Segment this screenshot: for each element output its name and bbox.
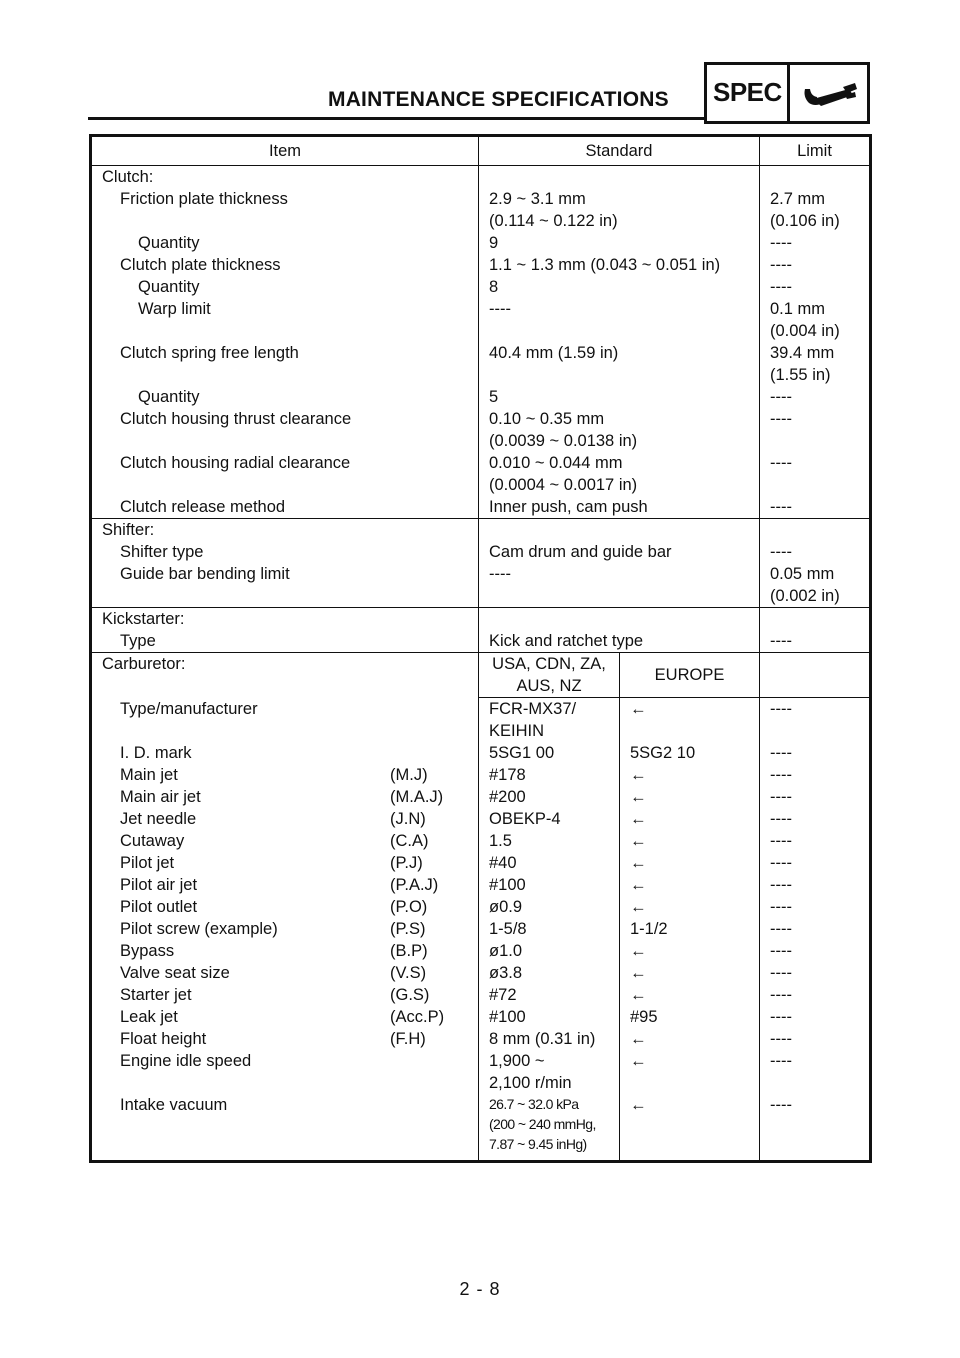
item-code: (P.O) — [390, 898, 428, 916]
limit-cell-line: ---- — [770, 454, 792, 472]
standard-b-cell: 1-1/2 — [620, 918, 760, 940]
item-name: Pilot air jet — [120, 876, 198, 894]
limit-cell — [760, 452, 871, 496]
limit-cell-line: ---- — [770, 410, 792, 428]
standard-a-cell — [479, 786, 620, 808]
table-row — [91, 188, 871, 232]
limit-cell-line: (0.106 in) — [770, 212, 840, 230]
item-cell: Quantity — [91, 232, 479, 254]
item-cell — [91, 984, 479, 1006]
standard-b-cell: ← — [620, 786, 760, 808]
limit-cell: ---- — [770, 898, 792, 916]
limit-cell-line: ---- — [770, 543, 792, 561]
item-name: Float height — [120, 1030, 207, 1048]
section-heading-row — [91, 519, 871, 542]
item-code: (M.J) — [390, 766, 428, 784]
limit-cell: ---- — [770, 986, 792, 1004]
empty-cell — [479, 519, 760, 542]
standard-a-cell-line: #72 — [489, 986, 517, 1004]
section-heading-row — [91, 166, 871, 189]
standard-cell — [479, 630, 760, 653]
standard-a-cell-line: 8 mm (0.31 in) — [489, 1030, 596, 1048]
standard-cell-line: 1.1 ~ 1.3 mm (0.043 ~ 0.051 in) — [489, 256, 721, 274]
item-name: Main jet — [120, 766, 178, 784]
section-heading-row — [91, 653, 871, 698]
standard-b-cell: ← — [620, 1028, 760, 1050]
item-name: Type/manufacturer — [120, 699, 258, 718]
standard-a-cell-line: 7.87 ~ 9.45 inHg) — [489, 1136, 587, 1152]
item-name: Engine idle speed — [120, 1052, 252, 1070]
limit-cell-line: ---- — [770, 234, 792, 252]
item-cell — [91, 852, 479, 874]
limit-cell — [760, 188, 871, 232]
table-row — [91, 984, 871, 1006]
item-cell: Clutch release method — [91, 496, 479, 519]
limit-cell-line: ---- — [770, 256, 792, 274]
limit-cell — [760, 541, 871, 563]
standard-cell-line: (0.114 ~ 0.122 in) — [489, 212, 618, 230]
standard-b-cell: ← — [620, 896, 760, 918]
wrench-icon — [799, 75, 859, 115]
standard-a-cell — [479, 940, 620, 962]
item-cell — [91, 1006, 479, 1028]
standard-cell — [479, 188, 760, 232]
standard-cell-line: 0.10 ~ 0.35 mm — [489, 410, 605, 428]
item-name: Pilot jet — [120, 854, 175, 872]
limit-cell: ---- — [770, 766, 792, 784]
standard-cell — [479, 254, 760, 276]
spec-badge-label: SPEC — [713, 77, 782, 107]
table-row — [91, 1006, 871, 1028]
column-header-limit: Limit — [760, 136, 871, 166]
standard-b-cell: ← — [620, 764, 760, 786]
standard-a-cell-line: #40 — [489, 854, 517, 872]
table-row — [91, 452, 871, 496]
standard-b-cell: ← — [620, 940, 760, 962]
column-header-item: Item — [91, 136, 479, 166]
standard-cell — [479, 408, 760, 452]
column-header-standard: Standard — [479, 136, 760, 166]
standard-a-cell-line: FCR-MX37/ — [489, 700, 577, 718]
limit-cell: ---- — [770, 1030, 792, 1048]
item-cell — [91, 1094, 479, 1162]
standard-cell-line: Cam drum and guide bar — [489, 543, 672, 561]
standard-a-cell — [479, 1094, 620, 1162]
empty-cell — [760, 519, 871, 542]
limit-cell-line: 39.4 mm — [770, 344, 835, 362]
standard-a-cell — [479, 1006, 620, 1028]
item-cell: Friction plate thickness — [91, 188, 479, 232]
standard-a-cell — [479, 830, 620, 852]
item-cell: Guide bar bending limit — [91, 563, 479, 608]
limit-cell — [760, 386, 871, 408]
limit-cell — [760, 408, 871, 452]
limit-cell — [760, 276, 871, 298]
table-row — [91, 298, 871, 342]
item-code: (P.A.J) — [390, 876, 439, 894]
table-row — [91, 742, 871, 764]
table-header-row — [91, 136, 871, 166]
limit-cell-line: 2.7 mm — [770, 190, 826, 208]
standard-b-cell: 5SG2 10 — [620, 742, 760, 764]
spec-badge-divider — [787, 65, 790, 121]
table-row — [91, 386, 871, 408]
standard-cell-line: 40.4 mm (1.59 in) — [489, 344, 619, 362]
standard-cell-line: (0.0004 ~ 0.0017 in) — [489, 476, 638, 494]
table-row — [91, 764, 871, 786]
standard-a-cell-line: 2,100 r/min — [489, 1074, 572, 1092]
item-code: (G.S) — [390, 986, 430, 1004]
limit-cell: ---- — [770, 854, 792, 872]
limit-cell — [760, 298, 871, 342]
limit-cell: ---- — [770, 744, 792, 762]
standard-cell-line: 9 — [489, 234, 499, 252]
item-code: (J.N) — [390, 810, 426, 828]
item-code: (P.S) — [390, 920, 426, 938]
section-heading: Clutch: — [91, 166, 479, 189]
item-code: (Acc.P) — [390, 1008, 445, 1026]
standard-cell — [479, 276, 760, 298]
standard-a-cell — [479, 764, 620, 786]
limit-cell: ---- — [770, 1052, 792, 1070]
limit-cell: ---- — [770, 920, 792, 938]
item-cell — [91, 808, 479, 830]
standard-a-cell — [479, 808, 620, 830]
item-cell — [91, 940, 479, 962]
standard-a-cell-line: ø1.0 — [489, 942, 523, 960]
limit-cell-line: ---- — [770, 388, 792, 406]
standard-a-cell — [479, 984, 620, 1006]
item-cell: Clutch housing radial clearance — [91, 452, 479, 496]
table-row — [91, 496, 871, 519]
standard-a-cell-line: #100 — [489, 876, 526, 894]
standard-b-cell: ← — [620, 1050, 760, 1094]
section-heading: Shifter: — [91, 519, 479, 542]
item-cell: Clutch spring free length — [91, 342, 479, 386]
standard-a-cell-line: 1-5/8 — [489, 920, 527, 938]
item-name: Starter jet — [120, 986, 192, 1004]
standard-a-cell-line: 1.5 — [489, 832, 512, 850]
item-cell — [91, 698, 479, 743]
item-name: Main air jet — [120, 788, 201, 806]
region-header-a-line: USA, CDN, ZA, — [492, 655, 606, 673]
limit-cell: ---- — [770, 1008, 792, 1026]
limit-cell-line: ---- — [770, 632, 792, 650]
standard-a-cell — [479, 698, 620, 743]
table-row — [91, 1050, 871, 1094]
standard-a-cell — [479, 896, 620, 918]
standard-cell-line: Inner push, cam push — [489, 498, 648, 516]
item-code: (V.S) — [390, 964, 427, 982]
item-code: (B.P) — [390, 942, 428, 960]
table-row — [91, 830, 871, 852]
limit-cell-line: ---- — [770, 498, 792, 516]
limit-cell-line: (0.002 in) — [770, 587, 840, 605]
standard-cell — [479, 232, 760, 254]
table-row — [91, 808, 871, 830]
limit-cell-line: 0.1 mm — [770, 300, 826, 318]
item-code: (M.A.J) — [390, 788, 444, 806]
item-name: Valve seat size — [120, 964, 230, 982]
standard-b-cell: ← — [620, 984, 760, 1006]
limit-cell-line: (0.004 in) — [770, 322, 840, 340]
spec-badge — [704, 62, 870, 124]
empty-cell — [760, 653, 871, 698]
table-row — [91, 342, 871, 386]
standard-b-cell: ← — [620, 874, 760, 896]
table-row — [91, 408, 871, 452]
item-name: Pilot screw (example) — [120, 920, 278, 938]
empty-cell — [479, 608, 760, 631]
item-cell — [91, 786, 479, 808]
item-code: (P.J) — [390, 854, 423, 872]
item-cell — [91, 830, 479, 852]
limit-cell — [760, 630, 871, 653]
standard-a-cell-line: ø0.9 — [489, 898, 523, 916]
page-title: MAINTENANCE SPECIFICATIONS — [328, 88, 669, 111]
limit-cell — [760, 254, 871, 276]
table-row — [91, 630, 871, 653]
limit-cell: ---- — [770, 876, 792, 894]
empty-cell — [760, 608, 871, 631]
item-cell: Type — [91, 630, 479, 653]
item-code: (F.H) — [390, 1030, 426, 1048]
item-cell — [91, 1028, 479, 1050]
standard-cell-line: ---- — [489, 565, 511, 583]
item-cell — [91, 742, 479, 764]
limit-cell: ---- — [770, 964, 792, 982]
item-cell — [91, 764, 479, 786]
section-heading-row — [91, 608, 871, 631]
item-cell: Quantity — [91, 386, 479, 408]
empty-cell — [760, 166, 871, 189]
limit-cell: ---- — [770, 832, 792, 850]
standard-cell-line: 5 — [489, 388, 499, 406]
standard-a-cell — [479, 874, 620, 896]
standard-b-cell: ← — [620, 852, 760, 874]
page-number: 2 - 8 — [459, 1279, 501, 1299]
item-cell — [91, 896, 479, 918]
item-cell — [91, 962, 479, 984]
standard-a-cell-line: #200 — [489, 788, 526, 806]
standard-cell — [479, 298, 760, 342]
standard-a-cell-line: 1,900 ~ — [489, 1052, 545, 1070]
item-cell: Shifter type — [91, 541, 479, 563]
standard-cell-line: Kick and ratchet type — [489, 632, 644, 650]
item-name: I. D. mark — [120, 744, 192, 762]
standard-cell — [479, 386, 760, 408]
standard-b-cell: #95 — [620, 1006, 760, 1028]
standard-a-cell-line: OBEKP-4 — [489, 810, 561, 828]
standard-cell — [479, 452, 760, 496]
limit-cell — [760, 232, 871, 254]
item-name: Pilot outlet — [120, 898, 198, 916]
item-name: Cutaway — [120, 832, 185, 850]
standard-a-cell-line: #178 — [489, 766, 526, 784]
standard-cell-line: (0.0039 ~ 0.0138 in) — [489, 432, 638, 450]
table-row — [91, 852, 871, 874]
limit-cell: ---- — [770, 700, 792, 718]
item-name: Jet needle — [120, 810, 197, 828]
item-cell — [91, 874, 479, 896]
item-name: Leak jet — [120, 1008, 178, 1026]
standard-a-cell-line: 26.7 ~ 32.0 kPa — [489, 1096, 579, 1112]
table-row — [91, 786, 871, 808]
standard-a-cell-line: ø3.8 — [489, 964, 523, 982]
standard-b-cell: ← — [620, 808, 760, 830]
limit-cell: ---- — [770, 788, 792, 806]
standard-a-cell-line: 5SG1 00 — [489, 744, 555, 762]
standard-a-cell-line: #100 — [489, 1008, 526, 1026]
header-rule — [88, 117, 704, 120]
table-row — [91, 874, 871, 896]
table-row — [91, 1094, 871, 1162]
table-row — [91, 276, 871, 298]
standard-a-cell — [479, 1028, 620, 1050]
item-cell: Clutch plate thickness — [91, 254, 479, 276]
item-cell — [91, 1050, 479, 1094]
limit-cell: ---- — [770, 810, 792, 828]
empty-cell — [479, 166, 760, 189]
standard-cell — [479, 541, 760, 563]
limit-cell: ---- — [770, 942, 792, 960]
limit-cell — [760, 496, 871, 519]
page-header — [88, 58, 870, 124]
item-cell: Clutch housing thrust clearance — [91, 408, 479, 452]
standard-a-cell-line: (200 ~ 240 mmHg, — [489, 1116, 596, 1132]
region-header-a — [479, 653, 620, 698]
table-row — [91, 232, 871, 254]
item-cell — [91, 918, 479, 940]
standard-cell — [479, 496, 760, 519]
section-heading: Kickstarter: — [91, 608, 479, 631]
item-name: Bypass — [120, 942, 175, 960]
standard-b-cell: ← — [620, 830, 760, 852]
standard-a-cell — [479, 1050, 620, 1094]
limit-cell — [760, 342, 871, 386]
table-row — [91, 1028, 871, 1050]
standard-cell — [479, 342, 760, 386]
table-row — [91, 698, 871, 743]
standard-b-cell: ← — [620, 962, 760, 984]
limit-cell: ---- — [770, 1096, 792, 1114]
table-row — [91, 918, 871, 940]
specifications-table — [89, 134, 872, 1163]
limit-cell — [760, 563, 871, 608]
standard-a-cell — [479, 852, 620, 874]
item-cell: Warp limit — [91, 298, 479, 342]
standard-a-cell — [479, 742, 620, 764]
standard-a-cell — [479, 962, 620, 984]
item-code: (C.A) — [390, 832, 429, 850]
item-name: Intake vacuum — [120, 1096, 228, 1114]
standard-cell-line: 0.010 ~ 0.044 mm — [489, 454, 623, 472]
standard-cell-line: 8 — [489, 278, 499, 296]
table-row — [91, 962, 871, 984]
standard-b-cell: ← — [620, 1094, 760, 1162]
table-row — [91, 563, 871, 608]
table-row — [91, 940, 871, 962]
limit-cell-line: 0.05 mm — [770, 565, 835, 583]
standard-cell — [479, 563, 760, 608]
section-heading: Carburetor: — [91, 653, 479, 698]
standard-a-cell-line: KEIHIN — [489, 722, 545, 740]
standard-a-cell — [479, 918, 620, 940]
limit-cell-line: (1.55 in) — [770, 366, 831, 384]
limit-cell-line: ---- — [770, 278, 792, 296]
standard-cell-line: 2.9 ~ 3.1 mm — [489, 190, 586, 208]
item-cell: Quantity — [91, 276, 479, 298]
table-row — [91, 896, 871, 918]
region-header-a-line: AUS, NZ — [516, 677, 582, 695]
table-row — [91, 254, 871, 276]
standard-b-cell: ← — [620, 698, 760, 743]
standard-cell-line: ---- — [489, 300, 511, 318]
table-row — [91, 541, 871, 563]
region-header-b: EUROPE — [620, 653, 760, 698]
